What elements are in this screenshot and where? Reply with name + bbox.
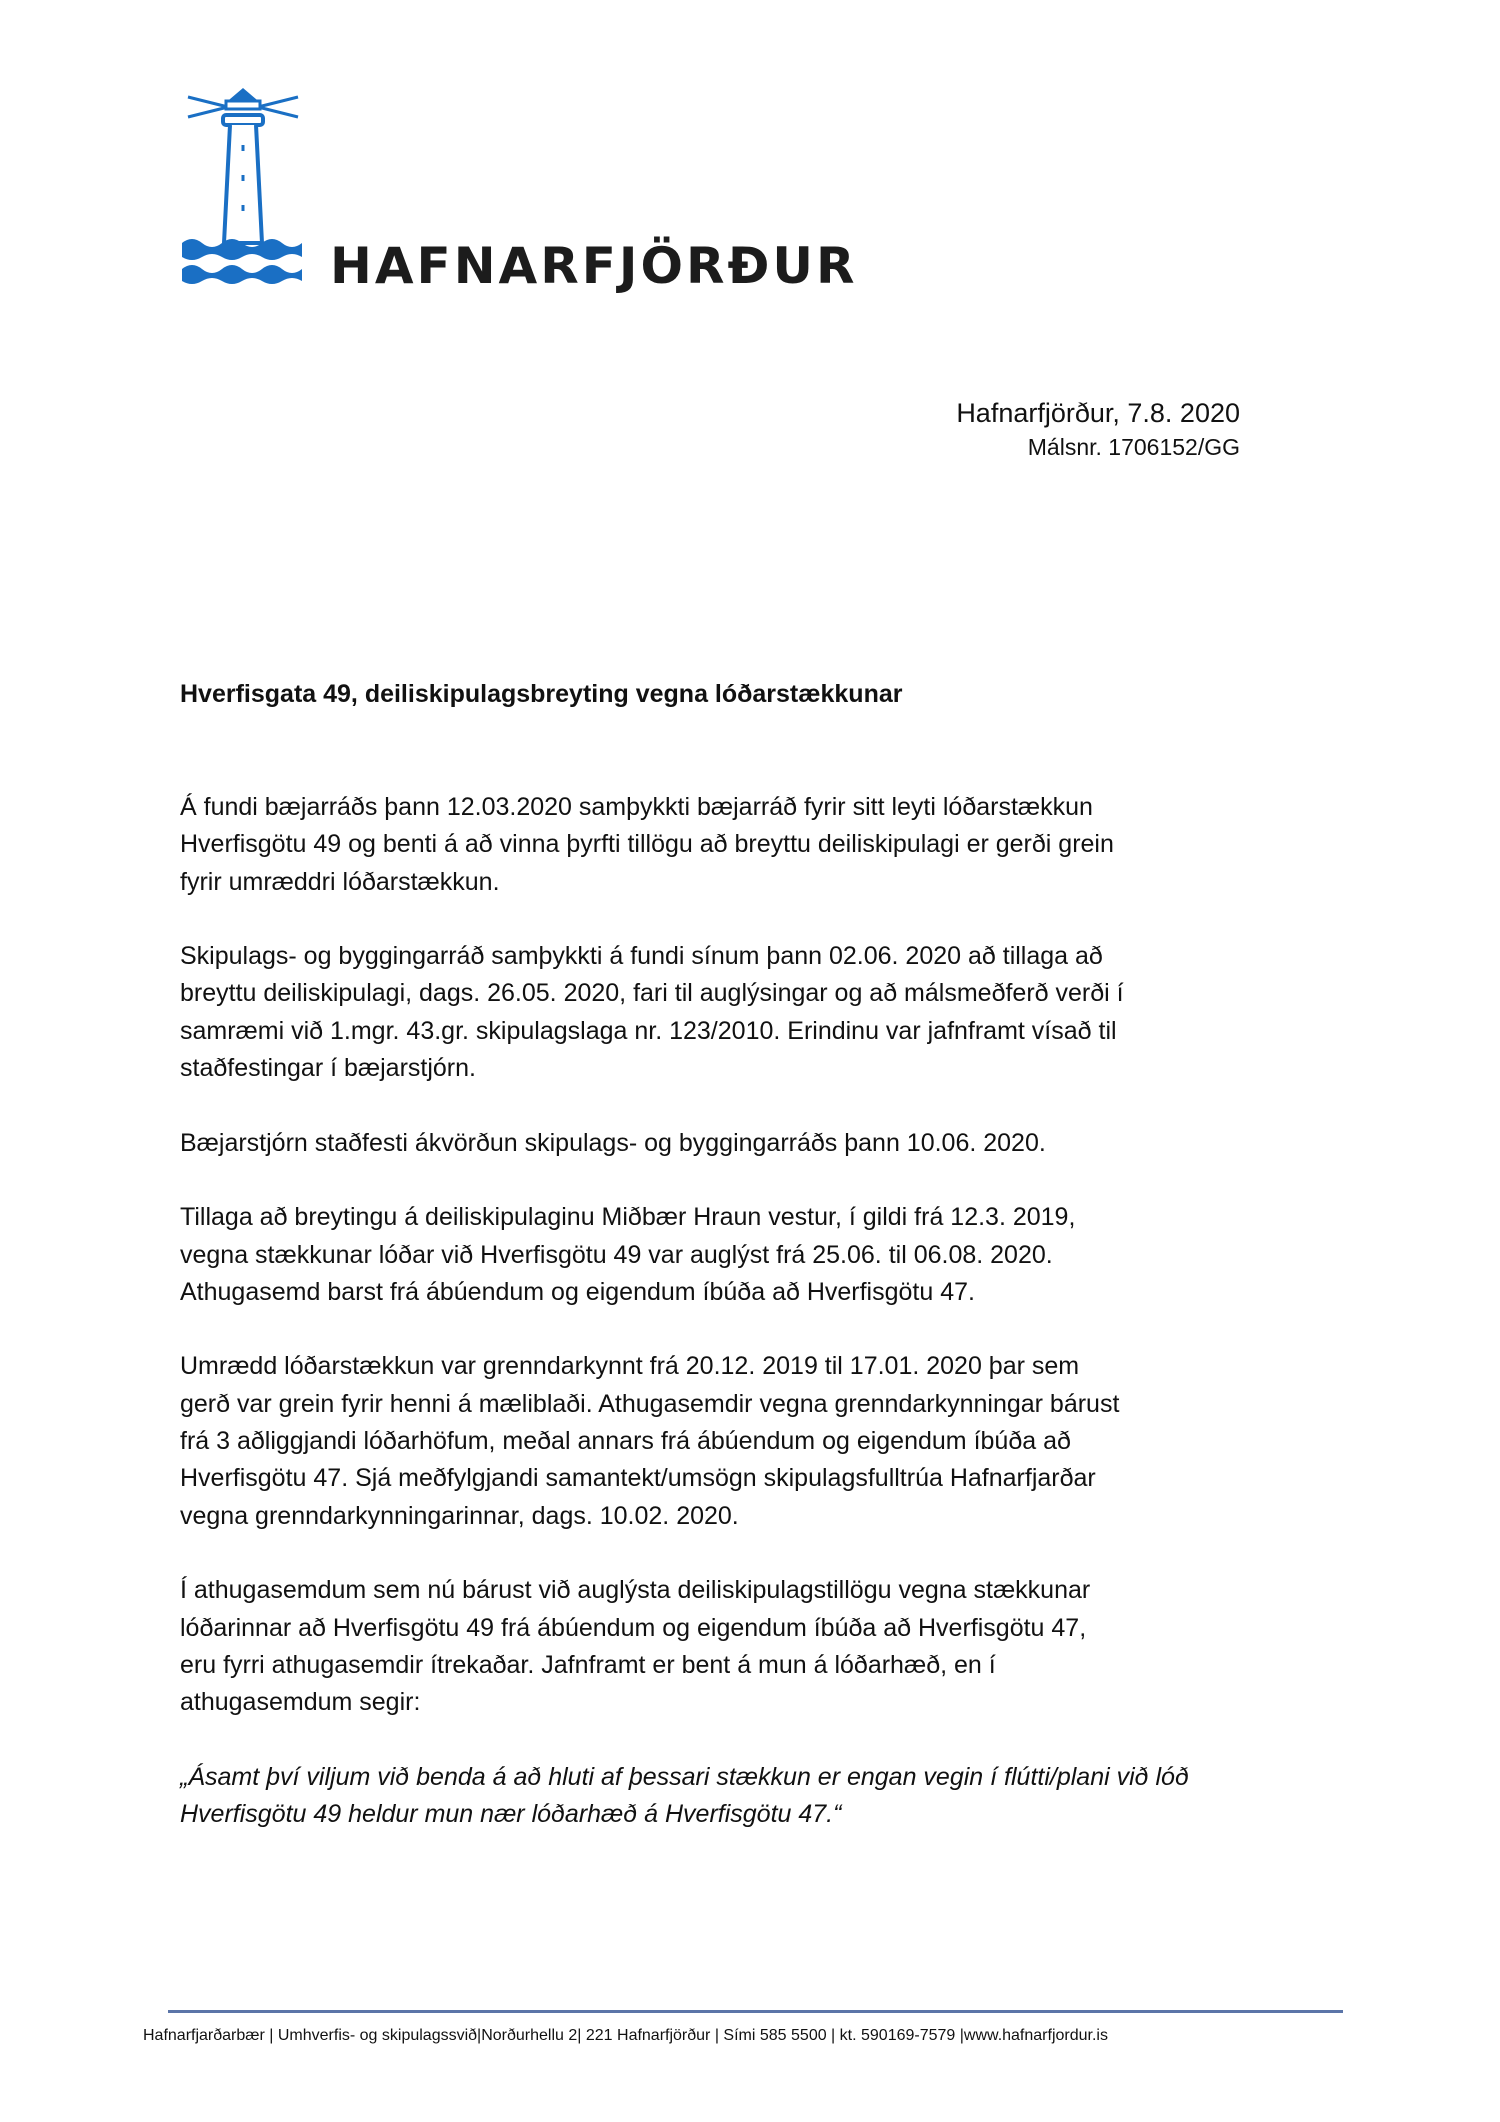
paragraph-line: Á fundi bæjarráðs þann 12.03.2020 samþykkti bæjarráð fyrir sitt leyti lóðarstækkun [180, 793, 1093, 821]
quote-line: Hverfisgötu 49 heldur mun nær lóðarhæð á Hverfisgötu 47.“ [180, 1800, 842, 1829]
quote-line: „Ásamt því viljum við benda á að hluti af þessari stækkun er engan vegin í flútti/plani við lóð [180, 1762, 1189, 1791]
paragraph [180, 1348, 1189, 1534]
case-number: Málsnr. 1706152/GG [1027, 434, 1240, 460]
paragraph-line: breyttu deiliskipulagi, dags. 26.05. 2020, fari til auglýsingar og að málsmeðferð verði í [180, 979, 1124, 1008]
paragraph-line: fyrir umræddri lóðarstækkun. [180, 867, 500, 896]
paragraph-line: Hverfisgötu 49 og benti á að vinna þyrfti tillögu að breyttu deiliskipulagi er gerði grein [180, 830, 1114, 859]
paragraph-line: eru fyrri athugasemdir ítrekaðar. Jafnframt er bent á mun á lóðarhæð, en í [180, 1650, 996, 1679]
letter-body [180, 789, 1189, 1871]
paragraph-line: Athugasemd barst frá ábúendum og eigendum íbúða að Hverfisgötu 47. [180, 1277, 975, 1306]
paragraph-line: gerð var grein fyrir henni á mæliblaði. Athugasemdir vegna grenndarkynningar bárust [180, 1389, 1120, 1418]
letter-title: Hverfisgata 49, deiliskipulagsbreyting vegna lóðarstækkunar [180, 680, 903, 708]
paragraph-line: lóðarinnar að Hverfisgötu 49 frá ábúendum og eigendum íbúða að Hverfisgötu 47, [180, 1613, 1087, 1642]
logo-wordmark: HAFNARFJÖRÐUR [330, 237, 858, 295]
letter-header [956, 395, 1240, 463]
paragraph-line: vegna grenndarkynningarinnar, dags. 10.02. 2020. [180, 1501, 739, 1530]
paragraph-line: Hverfisgötu 47. Sjá meðfylgjandi samantekt/umsögn skipulagsfulltrúa Hafnarfjarðar [180, 1464, 1096, 1493]
paragraph-line: Í athugasemdum sem nú bárust við auglýsta deiliskipulagstillögu vegna stækkunar [180, 1576, 1091, 1605]
paragraph [180, 789, 1189, 901]
paragraph-line: frá 3 aðliggjandi lóðarhöfum, meðal annars frá ábúendum og eigendum íbúða að [180, 1427, 1071, 1456]
paragraph-line: samræmi við 1.mgr. 43.gr. skipulagslaga nr. 123/2010. Erindinu var jafnframt vísað til [180, 1016, 1117, 1045]
paragraph [180, 938, 1189, 1087]
paragraph-line: Skipulags- og byggingarráð samþykkti á fundi sínum þann 02.06. 2020 að tillaga að [180, 942, 1103, 971]
paragraph-line: staðfestingar í bæjarstjórn. [180, 1054, 476, 1083]
paragraph [180, 1125, 1189, 1162]
hafnarfjordur-logo [180, 85, 858, 295]
paragraph [180, 1199, 1189, 1311]
paragraph-line: vegna stækkunar lóðar við Hverfisgötu 49 var auglýst frá 25.06. til 06.08. 2020. [180, 1240, 1053, 1269]
lighthouse-icon [180, 85, 310, 295]
place-date: Hafnarfjörður, 7.8. 2020 [956, 398, 1240, 428]
paragraph-line: Bæjarstjórn staðfesti ákvörðun skipulags- og byggingarráðs þann 10.06. 2020. [180, 1128, 1046, 1157]
paragraph-line: athugasemdum segir: [180, 1688, 421, 1717]
footer-contact: Hafnarfjarðarbær | Umhverfis- og skipulagssvið|Norðurhellu 2| 221 Hafnarfjörður | Sími 585 5500 | kt. 590169-7579 |www.hafnarfjordur.is [143, 2027, 1108, 2044]
paragraph-line: Tillaga að breytingu á deiliskipulaginu Miðbær Hraun vestur, í gildi frá 12.3. 2019, [180, 1203, 1076, 1232]
paragraph-line: Umrædd lóðarstækkun var grenndarkynnt frá 20.12. 2019 til 17.01. 2020 þar sem [180, 1352, 1080, 1381]
quoted-comment [180, 1759, 1189, 1834]
paragraph [180, 1572, 1189, 1721]
footer-divider [168, 2010, 1343, 2013]
